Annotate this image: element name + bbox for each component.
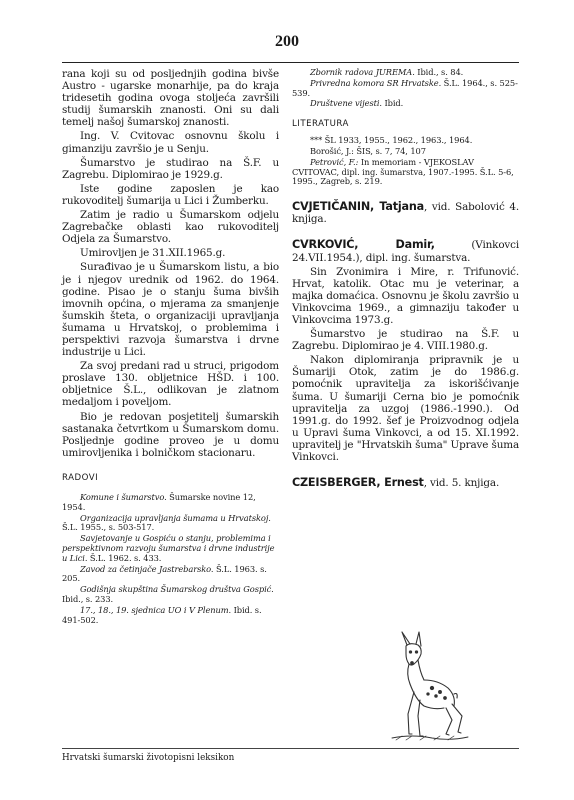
literatura-list [292,136,519,187]
footer-rule [62,748,519,749]
literatura-item: *** ŠL 1933, 1955., 1962., 1963., 1964. [310,135,473,146]
radovi-list [62,493,279,625]
entry-headword: CVJETIČANIN, Tatjana [292,200,424,214]
paragraph: Ing. V. Cvitovac osnovnu školu i gimanziju završio je u Senju. [62,130,279,155]
radovi-item: Organizacija upravljanja šumama u Hrvatskoj. Š.L. 1955., s. 503-517. [62,512,271,533]
entry-cvjeticanin: CVJETIČANIN, Tatjana, vid. Sabolović 4. knjiga. [292,200,519,226]
paragraph: Zatim je radio u Šumarskom odjelu Zagrebačke oblasti kao rukovoditelj Odjela za Šumarstvo. [62,209,279,246]
entry-headword: CZEISBERGER, Ernest [292,476,424,490]
entry-czeisberger: CZEISBERGER, Ernest, vid. 5. knjiga. [292,476,500,490]
radovi-list-continued [292,68,519,109]
paragraph: Iste godine zaposlen je kao rukovoditelj šumarija u Lici i Žumberku. [62,182,279,207]
radovi-item: Zavod za četinjače Jastrebarsko. Š.L. 1963. s. 205. [62,563,267,584]
radovi-heading: RADOVI [62,472,99,483]
radovi-item: Savjetovanje u Gospiću o stanju, problemima i perspektivnom razvoju šumarstva i drvne industrije u Lici. Š.L. 1962. s. 433. [62,533,275,563]
entry-cvrkovic: CVRKOVIĆ, Damir, (Vinkovci 24.VII.1954.), dipl. ing. šumarstva. [292,238,519,264]
literatura-heading: LITERATURA [292,119,349,130]
paragraph: Sin Zvonimira i Mire, r. Trifunović. Hrvat, katolik. Otac mu je veterinar, a majka domaćica. Osnovnu je školu završio u Vinkovcima 1969., a gimnaziju također u Vinkovcima 1973.g. [292,265,519,327]
radovi-item: Zbornik radova JUREMA. Ibid., s. 84. [310,67,464,77]
left-column [62,68,279,625]
paragraph: Surađivao je u Šumarskom listu, a bio je i njegov urednik od 1962. do 1964. godine. Pisao je o stanju šuma bivših imovnih općina, o mjerama za smanjenje šumskih šteta, o organizaciji upravljanja šumama u Hrvatskoj, o problemima i perspektivi razvoja šumarstva i drvne industrije u Lici. [62,261,279,359]
page-number: 200 [275,33,299,50]
paragraph: Za svoj predani rad u struci, prigodom proslave 130. obljetnice HŠD. i 100. obljetnice Š.L., odlikovan je zlatnom medaljom i poveljom. [62,360,279,409]
radovi-item: Privredna komora SR Hrvatske. Š.L. 1964., s. 525-539. [292,77,518,98]
paragraph: Šumarstvo je studirao na Š.F. u Zagrebu. Diplomirao je 4. VIII.1980.g. [292,328,519,353]
paragraph: Bio je redovan posjetitelj šumarskih sastanaka četvrtkom u Šumarskom domu. Posljednje godine proveo je u domu umirovljenika i bolničkom stacionaru. [62,410,279,459]
footer-title: Hrvatski šumarski životopisni leksikon [62,753,235,763]
literatura-item: Petrović, F.: In memoriam - VJEKOSLAV CVITOVAC, dipl. ing. šumarstva, 1907.-1995. Š.L. 5-6, 1995., Zagreb, s. 219. [292,156,514,187]
paragraph: Šumarstvo je studirao na Š.F. u Zagrebu. Diplomirao je 1929.g. [62,156,279,181]
radovi-item: Komune i šumarstvo. Šumarske novine 12, 1954. [62,492,256,512]
right-column [292,68,519,489]
header-rule [62,62,519,63]
paragraph: rana koji su od posljednjih godina bivše Austro - ugarske monarhije, pa do kraja tridesetih godina ovoga stoljeća završili studij šumarskih znanosti. Oni su dali temelj našoj šumarskoj znanosti. [62,68,279,129]
paragraph: Umirovljen je 31.XII.1965.g. [80,247,226,260]
entry-headword: CVRKOVIĆ, Damir, [292,238,435,252]
paragraph: Nakon diplomiranja pripravnik je u Šumariji Otok, zatim je do 1986.g. pomoćnik upravitelja za iskorišćivanje šuma. U šumariji Cerna bio je pomoćnik upravitelja za uzgoj (1986.-1990.). Od 1991.g. do 1992. šef je Proizvodnog odjela u Upravi šuma Vinkovci, a od 15. XI.1992. upravitelj je "Hrvatskih šuma" Uprave šuma Vinkovci. [292,354,519,464]
literatura-item: Borošić, J.: ŠIS, s. 7, 74, 107 [310,146,426,157]
radovi-item: 17., 18., 19. sjednica UO i V Plenum. Ibid. s. 491-502. [62,604,262,625]
deer-illustration [372,630,472,742]
radovi-item: Godišnja skupština Šumarskog društva Gospić. Ibid., s. 233. [62,584,274,604]
radovi-item: Društvene vijesti. Ibid. [310,98,404,109]
